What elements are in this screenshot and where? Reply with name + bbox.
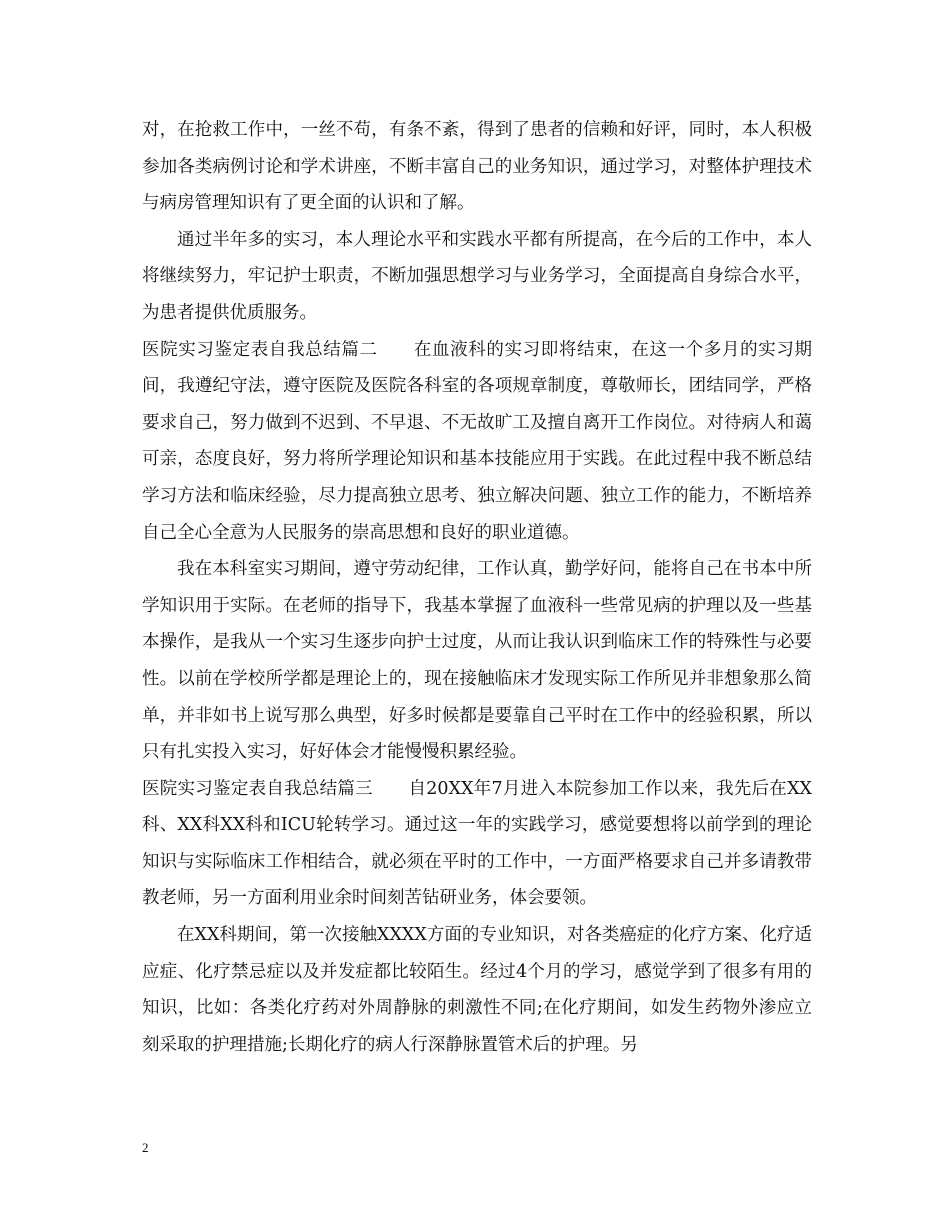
page-number: 2 xyxy=(142,1140,149,1155)
paragraph-1 xyxy=(142,112,812,222)
paragraph-6 xyxy=(142,917,812,1063)
paragraph-6-text: 在XX科期间，第一次接触XXXX方面的专业知识，对各类癌症的化疗方案、化疗适应症、化疗禁忌症以及并发症都比较陌生。经过4个月的学习，感觉学到了很多有用的知识，比如：各类化疗药对外周静脉的刺激性不同;在化疗期间，如发生药物外渗应立刻采取的护理措施;长期化疗的病人行深静脉置管术后的护理。另 xyxy=(142,925,812,1055)
section-heading-2: 医院实习鉴定表自我总结篇二 xyxy=(142,339,378,360)
heading-gap xyxy=(378,340,414,360)
paragraph-2 xyxy=(142,222,812,332)
document-body xyxy=(142,112,812,1063)
paragraph-4-text: 我在本科室实习期间，遵守劳动纪律，工作认真，勤学好问，能将自己在书本中所学知识用于实际。在老师的指导下，我基本掌握了血液科一些常见病的护理以及一些基本操作，是我从一个实习生逐步向护士过度，从而让我认识到临床工作的特殊性与必要性。以前在学校所学都是理论上的，现在接触临床才发现实际工作所见并非想象那么简单，并非如书上说写那么典型，好多时候都是要靠自己平时在工作中的经验积累，所以只有扎实投入实习，好好体会才能慢慢积累经验。 xyxy=(142,559,812,763)
paragraph-3-text: 在血液科的实习即将结束，在这一个多月的实习期间，我遵纪守法，遵守医院及医院各科室的各项规章制度，尊敬师长，团结同学，严格要求自己，努力做到不迟到、不早退、不无故旷工及擅自离开工作岗位。对待病人和蔼可亲，态度良好，努力将所学理论知识和基本技能应用于实践。在此过程中我不断总结学习方法和临床经验，尽力提高独立思考、独立解决问题、独立工作的能力，不断培养自己全心全意为人民服务的崇高思想和良好的职业道德。 xyxy=(142,339,812,543)
paragraph-1-text: 对，在抢救工作中，一丝不苟，有条不紊，得到了患者的信赖和好评，同时，本人积极参加各类病例讨论和学术讲座，不断丰富自己的业务知识，通过学习，对整体护理技术与病房管理知识有了更全面的认识和了解。 xyxy=(142,120,812,214)
paragraph-2-text: 通过半年多的实习，本人理论水平和实践水平都有所提高，在今后的工作中，本人将继续努力，牢记护士职责，不断加强思想学习与业务学习，全面提高自身综合水平，为患者提供优质服务。 xyxy=(142,229,812,323)
paragraph-4 xyxy=(142,551,812,771)
paragraph-5-text: 自20XX年7月进入本院参加工作以来，我先后在XX科、XX科XX科和ICU轮转学习。通过这一年的实践学习，感觉要想将以前学到的理论知识与实际临床工作相结合，就必须在平时的工作中，一方面严格要求自己并多请教带教老师，另一方面利用业余时间刻苦钻研业务，体会要领。 xyxy=(142,778,812,909)
paragraph-3 xyxy=(142,332,812,552)
paragraph-5 xyxy=(142,771,812,917)
heading-gap xyxy=(373,779,409,799)
section-heading-3: 医院实习鉴定表自我总结篇三 xyxy=(142,778,373,799)
